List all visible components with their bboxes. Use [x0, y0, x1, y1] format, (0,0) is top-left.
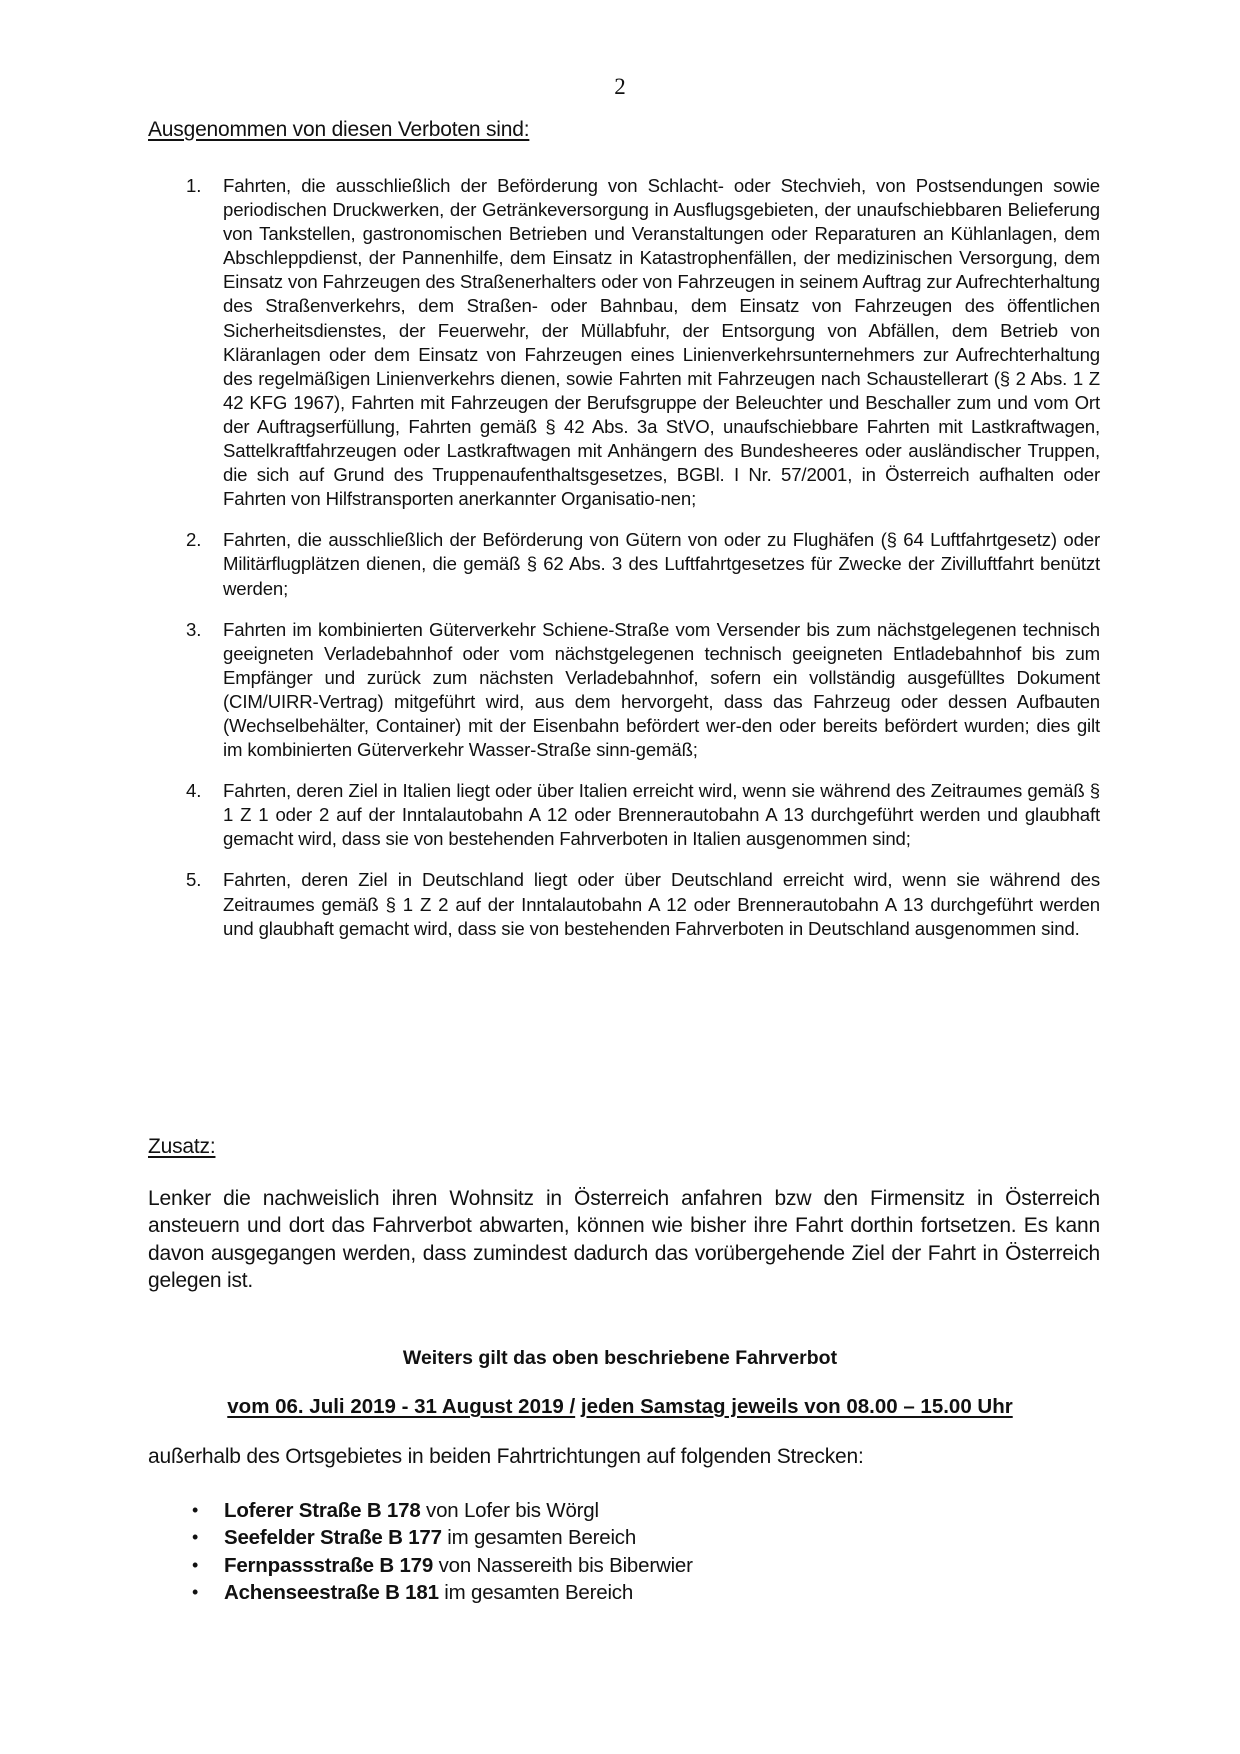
route-extent: von Nassereith bis Biberwier	[433, 1553, 693, 1577]
route-extent: von Lofer bis Wörgl	[420, 1499, 599, 1522]
exceptions-heading: Ausgenommen von diesen Verboten sind:	[148, 118, 530, 141]
route-item	[148, 1579, 693, 1606]
route-item	[148, 1552, 693, 1579]
bullet-icon: •	[192, 1500, 199, 1520]
page-number: 2	[614, 74, 626, 99]
ban-period-dates: vom 06. Juli 2019 - 31 August 2019 /	[227, 1395, 576, 1418]
bullet-icon: •	[192, 1554, 199, 1575]
ban-period	[0, 1395, 1240, 1419]
routes-list	[148, 1497, 693, 1606]
exception-item	[148, 174, 1100, 511]
exception-number: 5.	[186, 869, 202, 891]
route-extent: im gesamten Bereich	[438, 1580, 634, 1604]
route-road: Achenseestraße B 181	[224, 1580, 439, 1604]
exception-number: 2.	[186, 529, 202, 551]
exception-item	[148, 868, 1100, 940]
exception-item	[148, 779, 1100, 851]
zusatz-paragraph: Lenker die nachweislich ihren Wohnsitz in Österreich anfahren bzw den Firmensitz in Österreich ansteuern und dort das Fahrverbot abwarten, können wie bisher ihre Fahrt dorthin fortsetzen. Es kann davon ausgegangen werden, dass zumindest dadurch das vorübergehende Ziel der Fahrt in Österreich gelegen ist.	[148, 1187, 1100, 1292]
bullet-icon: •	[192, 1527, 199, 1548]
zusatz-heading: Zusatz:	[148, 1135, 216, 1158]
route-road: Fernpassstraße B 179	[224, 1553, 434, 1577]
exception-item	[148, 618, 1100, 763]
exception-text: Fahrten, deren Ziel in Deutschland liegt oder über Deutschland erreicht wird, wenn sie während des Zeitraumes gemäß § 1 Z 2 auf der Inntalautobahn A 12 oder Brennerautobahn A 13 durchgeführt werden und glaubhaft gemacht wird, dass sie von bestehenden Fahrverboten in Deutschland ausgenommen sind.	[223, 869, 1100, 939]
exception-number: 1.	[186, 175, 202, 196]
route-road: Seefelder Straße B 177	[224, 1526, 442, 1550]
further-ban-title: Weiters gilt das oben beschriebene Fahrverbot	[402, 1347, 838, 1369]
exception-item	[148, 528, 1100, 600]
route-road: Loferer Straße B 178	[224, 1499, 421, 1522]
exception-number: 4.	[186, 780, 202, 802]
exception-text: Fahrten im kombinierten Güterverkehr Schiene-Straße vom Versender bis zum nächstgelegenen technisch geeigneten Verladebahnhof oder vom nächstgelegenen technisch geeigneten Entladebahnhof bis zum Empfänger und zurück zum nächsten Verladebahnhof, sofern ein vollständig ausgefülltes Dokument (CIM/UIRR-Vertrag) mitgeführt wird, aus dem hervorgeht, dass das Fahrzeug oder dessen Aufbauten (Wechselbehälter, Container) mit der Eisenbahn befördert wer-den oder bereits befördert wurden; dies gilt im kombinierten Güterverkehr Wasser-Straße sinn-gemäß;	[223, 618, 1100, 761]
exception-text: Fahrten, die ausschließlich der Beförderung von Gütern von oder zu Flughäfen (§ 64 Luftfahrtgesetz) oder Militärflugplätzen dienen, die gemäß § 62 Abs. 3 des Luftfahrtgesetzes für Zwecke der Zivilluftfahrt benützt werden;	[223, 529, 1100, 599]
route-extent: im gesamten Bereich	[441, 1526, 637, 1550]
bullet-icon: •	[192, 1581, 199, 1602]
routes-intro: außerhalb des Ortsgebietes in beiden Fahrtrichtungen auf folgenden Strecken:	[148, 1445, 864, 1468]
exception-number: 3.	[186, 618, 202, 640]
exception-text: Fahrten, die ausschließlich der Beförderung von Schlacht- oder Stechvieh, von Postsendungen sowie periodischen Druckwerken, der Getränkeversorgung in Ausflugsgebieten, der unaufschiebbaren Belieferung von Tankstellen, gastronomischen Betrieben und Veranstaltungen oder Reparaturen an Kühlanlagen, dem Abschleppdienst, der Pannenhilfe, dem Einsatz in Katastrophenfällen, der medizinischen Versorgung, dem Einsatz von Fahrzeugen des Straßenerhalters oder von Fahrzeugen in seinem Auftrag zur Aufrechterhaltung des Straßenverkehrs, dem Straßen- oder Bahnbau, dem Einsatz von Fahrzeugen des öffentlichen Sicherheitsdienstes, der Feuerwehr, der Müllabfuhr, der Entsorgung von Abfällen, dem Betrieb von Kläranlagen oder dem Einsatz von Fahrzeugen eines Linienverkehrsunternehmers zur Aufrechterhaltung des regelmäßigen Linienverkehrs dienen, sowie Fahrten mit Fahrzeugen nach Schaustellerart (§ 2 Abs. 1 Z 42 KFG 1967), Fahrten mit Fahrzeugen der Berufsgruppe der Beleuchter und Beschaller zum und vom Ort der Auftragserfüllung, Fahrten gemäß § 42 Abs. 3a StVO, unaufschiebbare Fahrten mit Lastkraftwagen, Sattelkraftfahrzeugen oder Lastkraftwagen mit Anhängern des Bundesheeres oder ausländischer Truppen, die sich auf Grund des Truppenaufenthaltsgesetzes, BGBl. I Nr. 57/2001, in Österreich aufhalten oder Fahrten von Hilfstransporten anerkannter Organisatio-nen;	[223, 175, 1100, 510]
exception-text: Fahrten, deren Ziel in Italien liegt oder über Italien erreicht wird, wenn sie während des Zeitraumes gemäß § 1 Z 1 oder 2 auf der Inntalautobahn A 12 oder Brennerautobahn A 13 durchgeführt werden und glaubhaft gemacht wird, dass sie von bestehenden Fahrverboten in Italien ausgenommen sind;	[223, 780, 1100, 850]
exceptions-list	[148, 174, 1100, 958]
route-item	[148, 1524, 693, 1551]
ban-period-times: jeden Samstag jeweils von 08.00 – 15.00 Uhr	[580, 1395, 1013, 1418]
route-item	[148, 1497, 693, 1524]
